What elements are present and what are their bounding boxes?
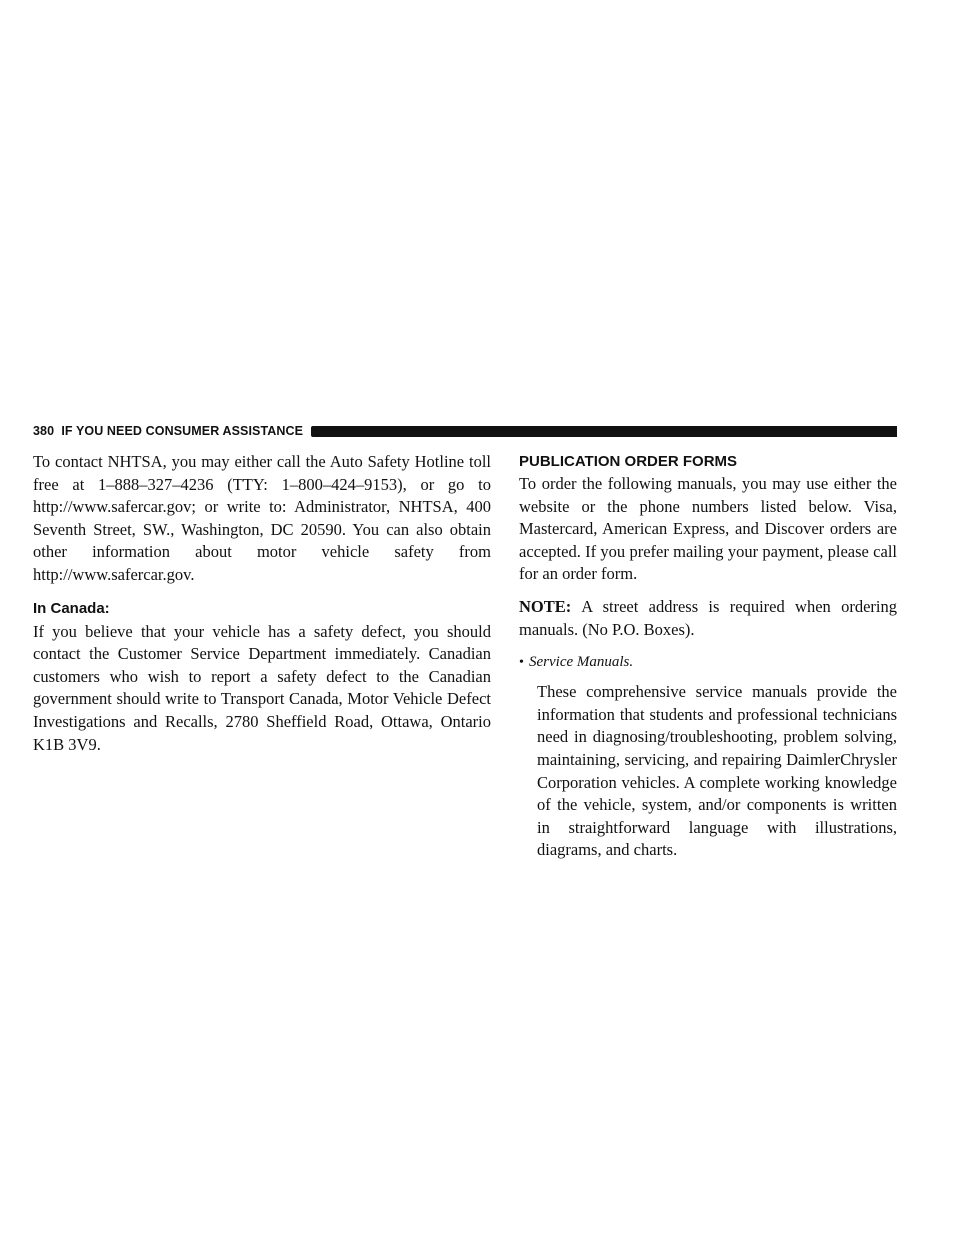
right-column [519,451,897,862]
section-title: IF YOU NEED CONSUMER ASSISTANCE [61,424,304,438]
publication-order-forms-heading: PUBLICATION ORDER FORMS [519,453,738,470]
service-manuals-label: Service Manuals. [529,654,634,671]
note-label: NOTE: [519,596,572,616]
nhtsa-contact-paragraph: To contact NHTSA, you may either call the Auto Safety Hotline toll free at 1–888–327–4236 (TTY: 1–800–424–9153), or go to http://www.safercar.gov; or write to: Administrator, NHTSA, 400 Seventh Street, SW., Washington, DC 20590. You can also obtain other information about motor vehicle safety from http://www.safercar.gov. [33,452,491,584]
left-column [33,451,491,756]
order-instructions-paragraph: To order the following manuals, you may use either the website or the phone numbers listed below. Visa, Mastercard, American Express, and Discover orders are accepted. If you prefer mailing your payment, please call for an order form. [519,474,897,584]
note-paragraph [519,596,897,641]
service-manuals-description: These comprehensive service manuals provide the information that students and professional technicians need in diagnosing/troubleshooting, problem solving, maintaining, servicing, and repairing DaimlerChrysler Corporation vehicles. A complete working knowledge of the vehicle, system, and/or components is written in straightforward language with illustrations, diagrams, and charts. [537,682,897,860]
canada-paragraph: If you believe that your vehicle has a safety defect, you should contact the Customer Service Department immediately. Canadian customers who wish to report a safety defect to the Canadian government should write to Transport Canada, Motor Vehicle Defect Investigations and Recalls, 2780 Sheffield Road, Ottawa, Ontario K1B 3V9. [33,621,491,754]
page-header [33,421,897,441]
page-number: 380 [33,424,55,438]
service-manuals-bullet [519,651,897,674]
page-header-text [33,424,303,438]
canada-heading: In Canada: [33,599,110,617]
header-rule-bar [311,426,897,437]
note-text: A street address is required when ordering manuals. (No P.O. Boxes). [519,596,897,639]
bullet-icon: • [519,655,524,671]
